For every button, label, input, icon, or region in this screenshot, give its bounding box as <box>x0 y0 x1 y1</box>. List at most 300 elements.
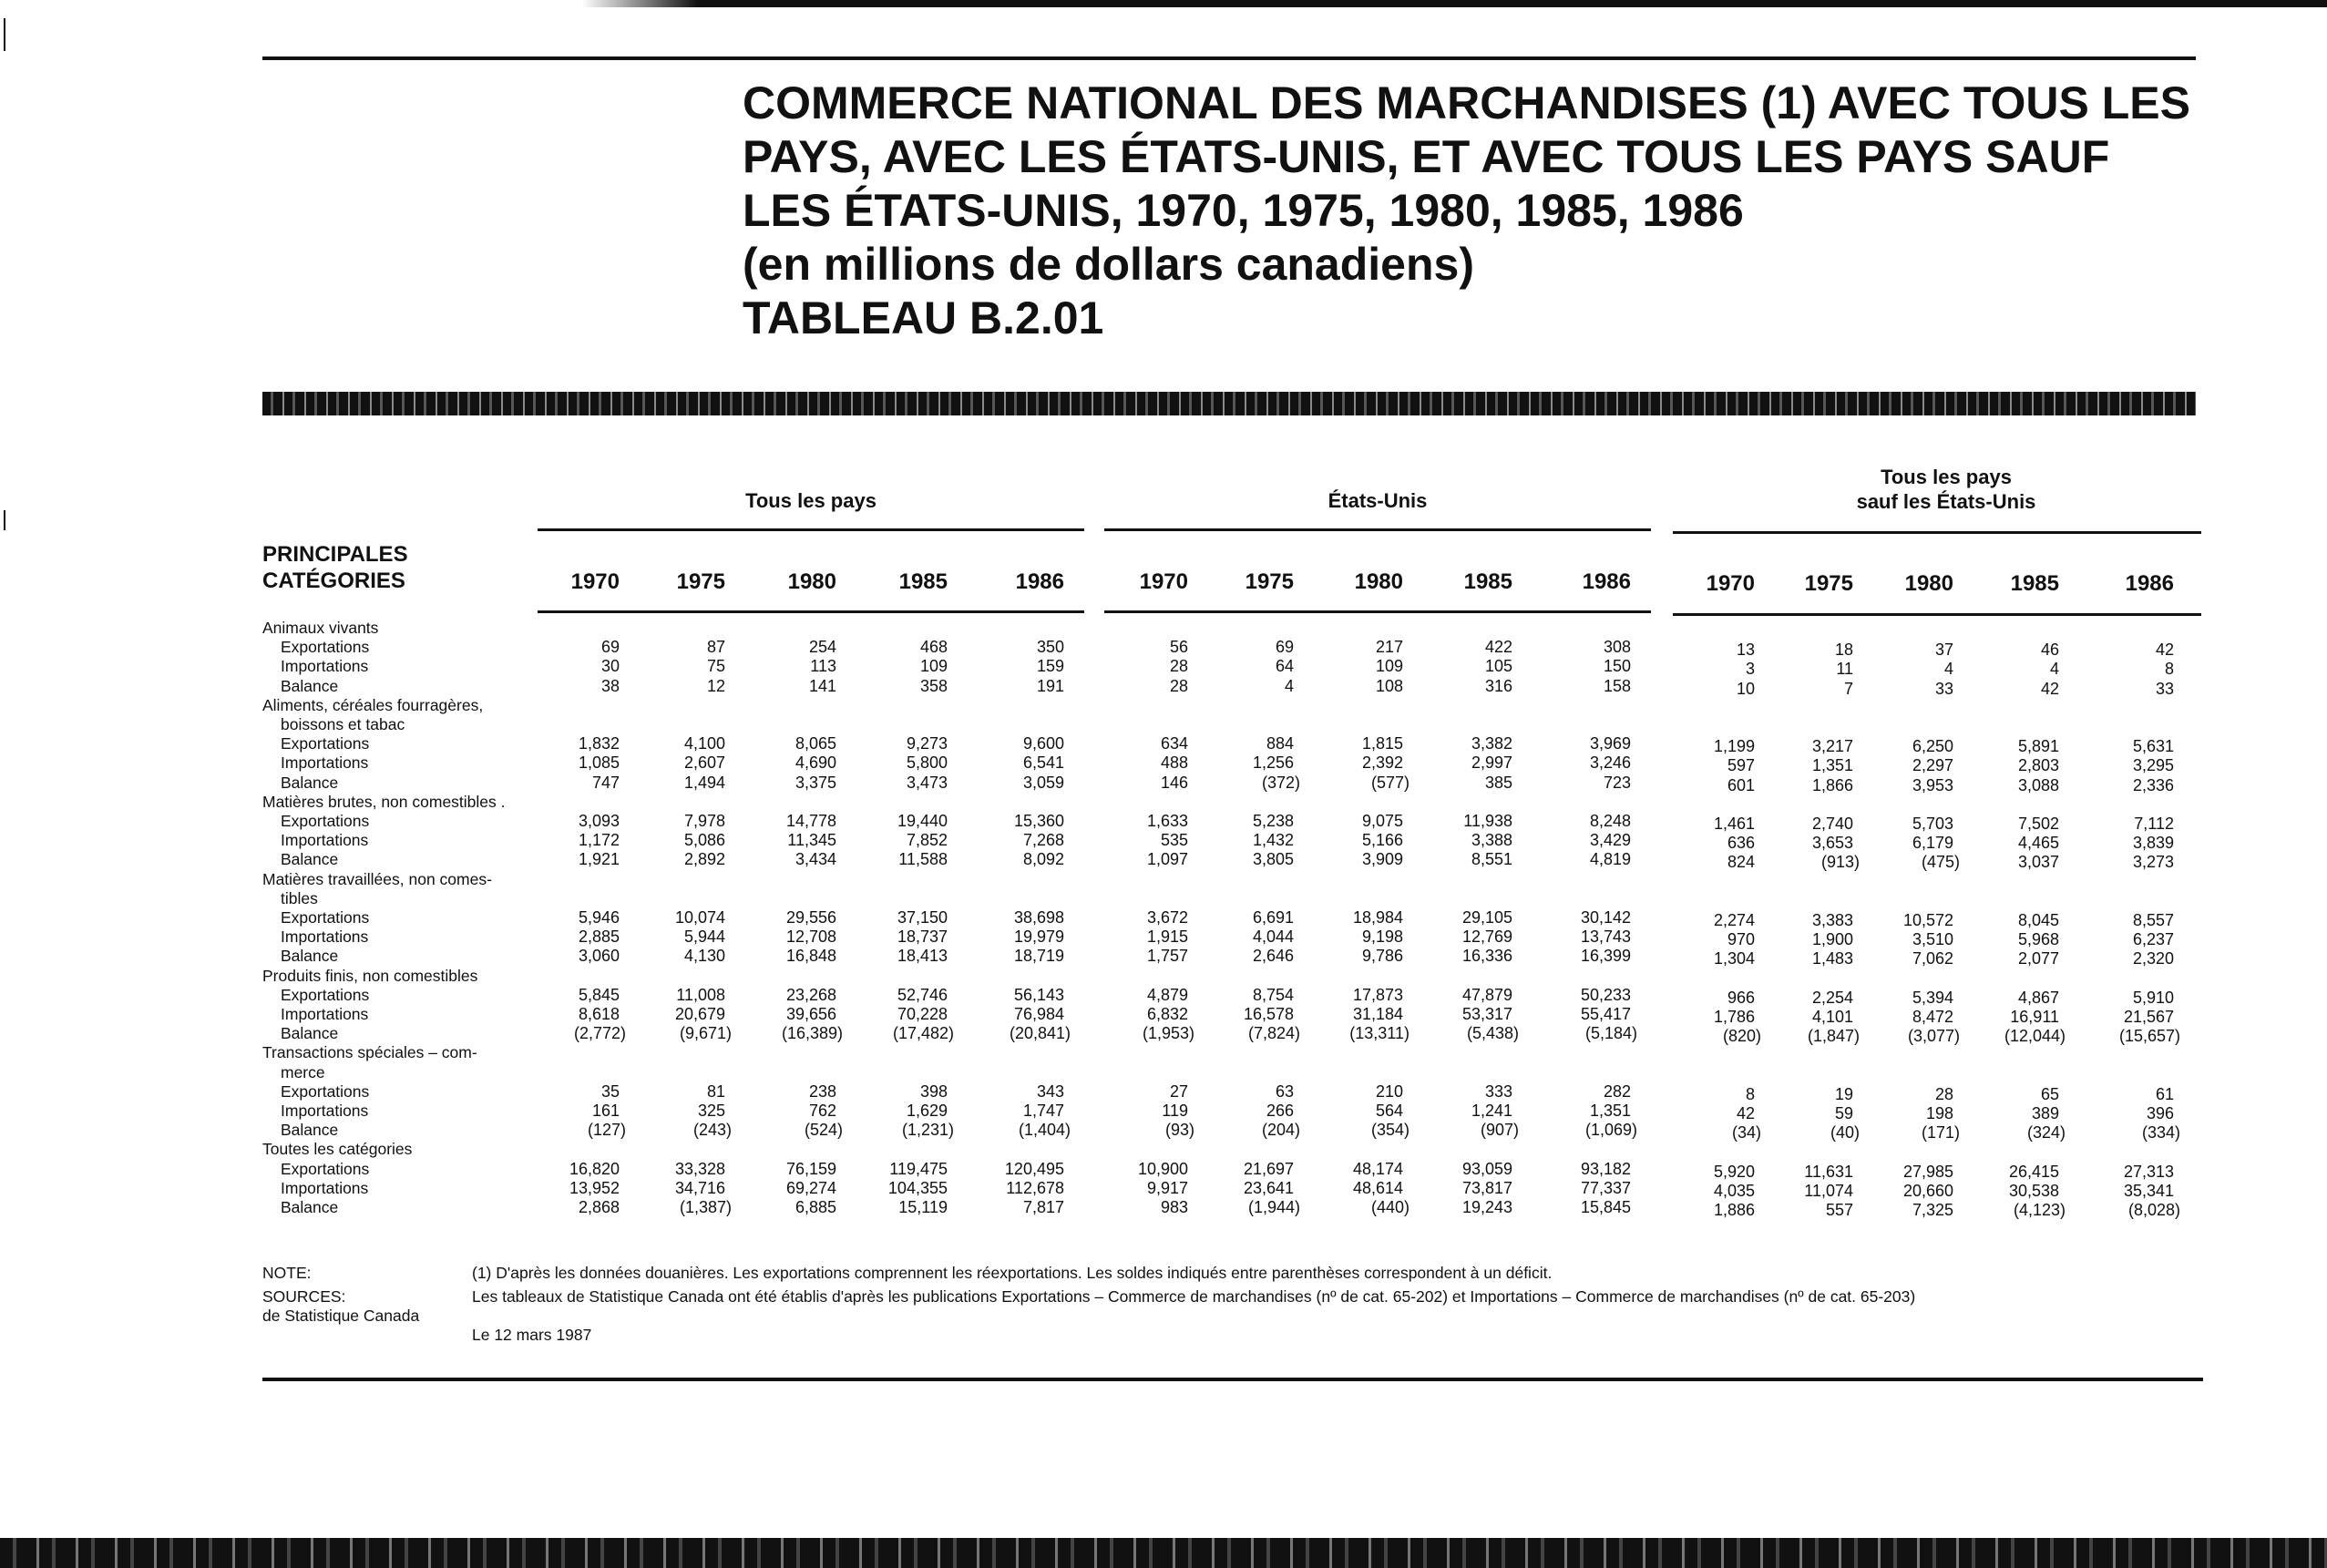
table-cell: (1,231) <box>901 1121 954 1140</box>
group-header-all-countries <box>538 488 1084 513</box>
page-title <box>743 77 2219 345</box>
table-cell: (3,077) <box>1907 1027 1960 1046</box>
table-cell: 4,819 <box>1589 850 1631 869</box>
table-cell: 333 <box>1484 1081 1512 1101</box>
table-cell: 3,909 <box>1361 850 1403 869</box>
table-cell: 396 <box>2146 1104 2174 1122</box>
table-cell: 4,465 <box>2017 834 2059 853</box>
category-column-header <box>262 541 408 594</box>
table-cell: 4,100 <box>683 734 725 753</box>
table-cell: 8,065 <box>794 734 836 753</box>
decorative-band <box>262 392 2196 415</box>
table-cell: 6,832 <box>1146 1005 1188 1023</box>
table-cell: 112,678 <box>1006 1178 1064 1197</box>
table-cell: 210 <box>1375 1081 1403 1101</box>
table-cell: 636 <box>1727 834 1755 853</box>
table-cell: 30 <box>600 657 620 676</box>
group-header-united-states <box>1104 488 1651 513</box>
table-cell: 1,351 <box>1811 756 1853 775</box>
table-cell: 5,845 <box>578 985 620 1004</box>
row-label: Importations <box>281 1102 369 1120</box>
table-cell: 7 <box>1843 679 1853 698</box>
table-cell: 884 <box>1266 734 1294 753</box>
year-header: 1986 <box>2125 571 2174 596</box>
table-cell: 2,274 <box>1713 911 1755 929</box>
table-cell: 19,979 <box>1013 927 1064 947</box>
publication-date: Le 12 mars 1987 <box>472 1326 592 1344</box>
table-cell: 1,747 <box>1022 1102 1064 1120</box>
table-cell: 73,817 <box>1461 1178 1512 1197</box>
group-header-line: sauf les États-Unis <box>1856 490 2036 513</box>
table-cell: 316 <box>1484 676 1512 695</box>
title-line: TABLEAU B.2.01 <box>743 292 1104 343</box>
table-cell: 19,243 <box>1461 1198 1512 1216</box>
table-cell: 48,614 <box>1352 1178 1403 1197</box>
table-cell: 1,921 <box>578 850 620 869</box>
table-cell: 113 <box>810 657 836 676</box>
table-cell: 9,786 <box>1361 947 1403 966</box>
row-label: Importations <box>281 753 369 773</box>
table-cell: 3,383 <box>1811 911 1853 929</box>
table-cell: 7,112 <box>2134 815 2174 833</box>
table-cell: (324) <box>2026 1123 2066 1143</box>
table-cell: 20,660 <box>1902 1181 1953 1200</box>
table-cell: 10,074 <box>674 908 725 927</box>
year-header: 1985 <box>2010 571 2059 596</box>
table-cell: 19,440 <box>897 812 948 830</box>
table-cell: 266 <box>1266 1102 1294 1120</box>
table-cell: (1,953) <box>1142 1024 1194 1043</box>
table-cell: 634 <box>1160 734 1188 753</box>
table-cell: 5,891 <box>2017 737 2059 756</box>
table-cell: 93,059 <box>1461 1159 1512 1178</box>
table-cell: 18,984 <box>1352 908 1403 927</box>
table-cell: 35,341 <box>2123 1181 2174 1200</box>
table-cell: 4,690 <box>794 753 836 773</box>
table-cell: 27,313 <box>2123 1162 2174 1181</box>
table-cell: 21,697 <box>1243 1159 1294 1178</box>
table-cell: 13,743 <box>1580 927 1631 947</box>
table-cell: 5,944 <box>683 927 725 947</box>
table-cell: 2,607 <box>683 753 725 773</box>
table-cell: 9,917 <box>1146 1178 1188 1197</box>
table-cell: 104,355 <box>887 1178 948 1197</box>
table-cell: 3,273 <box>2132 853 2174 872</box>
table-cell: 191 <box>1036 676 1064 695</box>
table-cell: (15,657) <box>2118 1027 2180 1046</box>
table-cell: 5,086 <box>683 831 725 850</box>
table-cell: 5,910 <box>2132 988 2174 1007</box>
table-cell: 11 <box>1836 660 1853 679</box>
year-header: 1986 <box>1015 569 1064 594</box>
table-cell: 13,952 <box>569 1178 620 1197</box>
table-cell: (5,184) <box>1584 1024 1637 1043</box>
table-cell: 1,886 <box>1713 1201 1755 1219</box>
table-cell: 2,885 <box>578 927 620 947</box>
table-cell: 723 <box>1603 773 1631 792</box>
table-cell: (7,824) <box>1247 1024 1300 1043</box>
table-cell: 1,199 <box>1713 737 1755 756</box>
table-cell: 52,746 <box>897 985 948 1004</box>
group-header-line: Tous les pays <box>1881 466 2012 488</box>
table-cell: 970 <box>1727 930 1755 949</box>
table-cell: 1,900 <box>1811 930 1853 949</box>
table-cell: 29,105 <box>1461 908 1512 927</box>
table-cell: 6,250 <box>1912 737 1953 756</box>
year-underline <box>538 610 1084 613</box>
table-cell: 15,360 <box>1013 812 1064 830</box>
year-header: 1975 <box>1804 571 1853 596</box>
table-cell: 2,997 <box>1471 753 1512 773</box>
row-label: Exportations <box>281 1159 370 1178</box>
table-cell: 76,159 <box>785 1159 836 1178</box>
table-cell: 3,246 <box>1589 753 1631 773</box>
table-cell: 8 <box>1745 1084 1755 1103</box>
table-cell: 12,769 <box>1461 927 1512 947</box>
table-cell: 28 <box>1934 1084 1953 1103</box>
table-cell: 120,495 <box>1004 1159 1064 1178</box>
table-cell: 535 <box>1160 831 1188 850</box>
table-cell: 141 <box>808 676 836 695</box>
table-cell: 42 <box>2155 641 2174 660</box>
table-cell: 4,867 <box>2017 988 2059 1007</box>
row-label: Importations <box>281 927 369 947</box>
table-cell: 70,228 <box>897 1005 948 1023</box>
table-cell: 8 <box>2164 660 2174 679</box>
table-cell: 358 <box>919 676 948 695</box>
category-label: merce <box>281 1062 325 1081</box>
table-cell: 7,978 <box>683 812 725 830</box>
table-cell: (2,772) <box>573 1024 626 1043</box>
table-cell: 2,740 <box>1811 815 1853 833</box>
table-cell: (475) <box>1921 853 1960 872</box>
title-line: COMMERCE NATIONAL DES MARCHANDISES (1) AVEC TOUS LES <box>743 77 2190 128</box>
group-header-line: Tous les pays <box>745 489 876 512</box>
table-cell: 254 <box>808 638 836 657</box>
table-cell: 33 <box>1934 679 1953 698</box>
table-cell: 64 <box>1275 657 1294 676</box>
group-header-line: États-Unis <box>1328 489 1428 512</box>
table-cell: 2,077 <box>2017 949 2059 968</box>
table-cell: 6,885 <box>794 1198 836 1216</box>
table-cell: 8,092 <box>1022 850 1064 869</box>
table-cell: 28 <box>1169 676 1188 695</box>
table-cell: 38,698 <box>1013 908 1064 927</box>
table-cell: 3,295 <box>2132 756 2174 775</box>
row-label: Balance <box>281 773 339 792</box>
table-cell: (93) <box>1164 1121 1194 1140</box>
table-cell: 42 <box>1736 1104 1755 1122</box>
table-cell: 9,600 <box>1022 734 1064 753</box>
table-cell: 35 <box>600 1081 620 1101</box>
table-cell: (354) <box>1370 1121 1410 1140</box>
table-cell: 2,320 <box>2132 949 2174 968</box>
table-cell: 8,551 <box>1471 850 1512 869</box>
table-cell: (577) <box>1370 773 1410 792</box>
year-header: 1986 <box>1582 569 1631 594</box>
year-header: 1970 <box>1706 571 1755 596</box>
table-cell: 1,304 <box>1713 949 1755 968</box>
table-cell: (17,482) <box>892 1024 954 1043</box>
table-cell: 9,075 <box>1361 812 1403 830</box>
table-cell: (440) <box>1370 1198 1410 1216</box>
year-underline <box>1673 613 2201 616</box>
table-cell: 308 <box>1603 638 1631 657</box>
table-cell: 3,473 <box>906 773 948 792</box>
sources-text: de Statistique Canada <box>262 1307 420 1325</box>
table-cell: 5,800 <box>906 753 948 773</box>
table-cell: 109 <box>919 657 948 676</box>
table-cell: 109 <box>1375 657 1403 676</box>
table-cell: 601 <box>1727 775 1755 794</box>
table-cell: 63 <box>1275 1081 1294 1101</box>
table-cell: 389 <box>2031 1104 2059 1122</box>
table-cell: 21,567 <box>2123 1008 2174 1026</box>
table-cell: 4 <box>2049 660 2059 679</box>
table-cell: (820) <box>1722 1027 1761 1046</box>
table-cell: 597 <box>1727 756 1755 775</box>
year-header: 1970 <box>570 569 620 594</box>
table-cell: 9,198 <box>1361 927 1403 947</box>
table-cell: 15,845 <box>1580 1198 1631 1216</box>
table-cell: 11,938 <box>1463 812 1512 830</box>
table-cell: 108 <box>1375 676 1403 695</box>
table-cell: 28 <box>1169 657 1188 676</box>
table-cell: (127) <box>587 1121 626 1140</box>
group-underline <box>1104 528 1651 531</box>
table-cell: 8,618 <box>578 1005 620 1023</box>
table-cell: 1,241 <box>1471 1102 1512 1120</box>
table-cell: 4,044 <box>1252 927 1294 947</box>
table-cell: (1,847) <box>1807 1027 1860 1046</box>
table-cell: 12,708 <box>785 927 836 947</box>
table-cell: 38 <box>600 676 620 695</box>
table-cell: 1,461 <box>1713 815 1755 833</box>
title-line: (en millions de dollars canadiens) <box>743 239 1474 290</box>
table-cell: 343 <box>1036 1081 1064 1101</box>
table-cell: 4,879 <box>1146 985 1188 1004</box>
table-cell: 824 <box>1727 853 1755 872</box>
table-cell: 1,085 <box>578 753 620 773</box>
table-cell: 75 <box>706 657 725 676</box>
table-cell: 34,716 <box>674 1178 725 1197</box>
group-header-all-except-us <box>1673 465 2219 514</box>
table-cell: 3 <box>1745 660 1755 679</box>
table-cell: 238 <box>808 1081 836 1101</box>
table-cell: 6,691 <box>1252 908 1294 927</box>
table-cell: 81 <box>706 1081 725 1101</box>
year-underline <box>1104 610 1651 613</box>
table-cell: 2,297 <box>1912 756 1953 775</box>
table-cell: 350 <box>1036 638 1064 657</box>
table-cell: 966 <box>1727 988 1755 1007</box>
table-cell: 159 <box>1036 657 1064 676</box>
table-cell: 3,388 <box>1471 831 1512 850</box>
table-cell: 105 <box>1484 657 1512 676</box>
category-label: Matières brutes, non comestibles . <box>262 792 506 811</box>
table-cell: 3,653 <box>1811 834 1853 853</box>
category-label: Toutes les catégories <box>262 1140 413 1159</box>
table-cell: (171) <box>1921 1123 1960 1143</box>
year-header: 1975 <box>676 569 725 594</box>
table-cell: 18,413 <box>897 947 948 966</box>
table-cell: 1,633 <box>1146 812 1188 830</box>
table-cell: (16,389) <box>781 1024 843 1043</box>
table-cell: 3,434 <box>794 850 836 869</box>
table-cell: 27 <box>1169 1081 1188 1101</box>
table-cell: 10 <box>1736 679 1755 698</box>
row-label: Importations <box>281 1178 369 1197</box>
margin-mark <box>4 510 5 530</box>
table-cell: 2,392 <box>1361 753 1403 773</box>
scan-bottom-edge <box>0 1538 2327 1568</box>
table-cell: 8,045 <box>2017 911 2059 929</box>
category-label: Aliments, céréales fourragères, <box>262 695 484 714</box>
table-cell: 2,868 <box>578 1198 620 1216</box>
table-cell: 69,274 <box>785 1178 836 1197</box>
table-cell: 11,588 <box>898 850 948 869</box>
table-cell: (1,069) <box>1584 1121 1637 1140</box>
table-cell: 1,786 <box>1713 1008 1755 1026</box>
table-cell: 4,035 <box>1713 1181 1755 1200</box>
table-cell: 5,920 <box>1713 1162 1755 1181</box>
table-cell: 23,641 <box>1243 1178 1294 1197</box>
table-cell: 5,946 <box>578 908 620 927</box>
table-cell: 37 <box>1934 641 1953 660</box>
table-cell: (20,841) <box>1009 1024 1071 1043</box>
table-cell: 1,351 <box>1589 1102 1631 1120</box>
table-cell: 5,703 <box>1912 815 1953 833</box>
category-label: Matières travaillées, non comes- <box>262 869 492 888</box>
top-rule <box>262 56 2196 60</box>
category-label: boissons et tabac <box>281 715 405 733</box>
table-cell: 1,757 <box>1146 947 1188 966</box>
table-cell: 50,233 <box>1580 985 1631 1004</box>
table-cell: 15,119 <box>898 1198 948 1216</box>
row-label: Exportations <box>281 734 370 753</box>
row-label: Exportations <box>281 1081 370 1101</box>
title-line: PAYS, AVEC LES ÉTATS-UNIS, ET AVEC TOUS LES PAYS SAUF <box>743 131 2110 182</box>
table-cell: 19 <box>1834 1084 1853 1103</box>
table-cell: 56,143 <box>1013 985 1064 1004</box>
table-cell: 2,892 <box>683 850 725 869</box>
table-cell: 8,248 <box>1589 812 1631 830</box>
table-cell: 1,494 <box>683 773 725 792</box>
row-label: Exportations <box>281 812 370 830</box>
note-label: NOTE: <box>262 1264 312 1282</box>
table-cell: 3,805 <box>1252 850 1294 869</box>
table-cell: 33 <box>2155 679 2174 698</box>
table-cell: (334) <box>2141 1123 2180 1143</box>
year-header: 1975 <box>1245 569 1294 594</box>
table-cell: 198 <box>1925 1104 1953 1122</box>
table-cell: 7,852 <box>906 831 948 850</box>
table-cell: 16,911 <box>2010 1008 2059 1026</box>
row-label: Balance <box>281 1024 339 1043</box>
table-cell: 26,415 <box>2008 1162 2059 1181</box>
table-cell: 325 <box>697 1102 725 1120</box>
table-cell: 4 <box>1284 676 1294 695</box>
table-cell: 17,873 <box>1352 985 1403 1004</box>
table-cell: 7,817 <box>1022 1198 1064 1216</box>
table-cell: 8,557 <box>2132 911 2174 929</box>
table-cell: 161 <box>591 1102 620 1120</box>
category-label: Transactions spéciales – com- <box>262 1043 477 1062</box>
table-cell: 11,074 <box>1804 1181 1853 1200</box>
table-cell: 3,510 <box>1912 930 1953 949</box>
table-cell: 46 <box>2040 641 2059 660</box>
table-cell: 56 <box>1169 638 1188 657</box>
table-cell: (1,404) <box>1018 1121 1071 1140</box>
table-cell: 557 <box>1825 1201 1853 1219</box>
table-cell: 5,238 <box>1252 812 1294 830</box>
table-cell: (524) <box>804 1121 843 1140</box>
row-label: Exportations <box>281 908 370 927</box>
table-cell: 61 <box>2155 1084 2174 1103</box>
table-cell: 87 <box>706 638 725 657</box>
table-cell: 119 <box>1162 1102 1188 1120</box>
table-cell: 30,538 <box>2008 1181 2059 1200</box>
year-header: 1980 <box>787 569 836 594</box>
table-cell: 3,088 <box>2017 775 2059 794</box>
row-label: Importations <box>281 831 369 850</box>
table-cell: 3,060 <box>578 947 620 966</box>
table-cell: 1,432 <box>1252 831 1294 850</box>
table-cell: 4,130 <box>683 947 725 966</box>
table-cell: 29,556 <box>785 908 836 927</box>
category-header-line: CATÉGORIES <box>262 569 405 593</box>
group-underline <box>1673 531 2201 534</box>
table-cell: 27,985 <box>1902 1162 1953 1181</box>
table-cell: (372) <box>1261 773 1300 792</box>
table-cell: 11,008 <box>676 985 725 1004</box>
table-cell: 20,679 <box>674 1005 725 1023</box>
table-cell: 3,037 <box>2017 853 2059 872</box>
category-label: Produits finis, non comestibles <box>262 966 478 985</box>
table-cell: 217 <box>1375 638 1403 657</box>
margin-mark <box>4 18 5 51</box>
table-cell: 1,866 <box>1811 775 1853 794</box>
table-cell: 3,672 <box>1146 908 1188 927</box>
table-cell: 3,839 <box>2132 834 2174 853</box>
title-line: LES ÉTATS-UNIS, 1970, 1975, 1980, 1985, 1986 <box>743 185 1744 236</box>
table-cell: 31,184 <box>1352 1005 1403 1023</box>
table-cell: 16,578 <box>1243 1005 1294 1023</box>
table-cell: (4,123) <box>2013 1201 2066 1219</box>
year-header: 1970 <box>1139 569 1188 594</box>
table-cell: 48,174 <box>1352 1159 1403 1178</box>
table-cell: 77,337 <box>1580 1178 1631 1197</box>
table-cell: 18 <box>1834 641 1853 660</box>
table-cell: 3,375 <box>794 773 836 792</box>
table-cell: 65 <box>2040 1084 2059 1103</box>
table-cell: 14,778 <box>785 812 836 830</box>
table-cell: 3,093 <box>578 812 620 830</box>
table-cell: 2,254 <box>1811 988 1853 1007</box>
table-cell: 6,237 <box>2132 930 2174 949</box>
table-cell: 3,969 <box>1589 734 1631 753</box>
table-cell: 1,832 <box>578 734 620 753</box>
table-cell: 3,953 <box>1912 775 1953 794</box>
table-cell: 488 <box>1160 753 1188 773</box>
table-cell: 1,629 <box>906 1102 948 1120</box>
category-label: Animaux vivants <box>262 619 379 637</box>
row-label: Importations <box>281 657 369 676</box>
table-cell: (40) <box>1830 1123 1860 1143</box>
table-cell: 53,317 <box>1461 1005 1512 1023</box>
sources-text: Les tableaux de Statistique Canada ont été établis d'après les publications Exportations – Commerce de marchandises (nº de cat. 65-202) et Importations – Commerce de marchandises (nº de cat. 65-203) <box>472 1287 1916 1306</box>
table-cell: 16,820 <box>569 1159 620 1178</box>
